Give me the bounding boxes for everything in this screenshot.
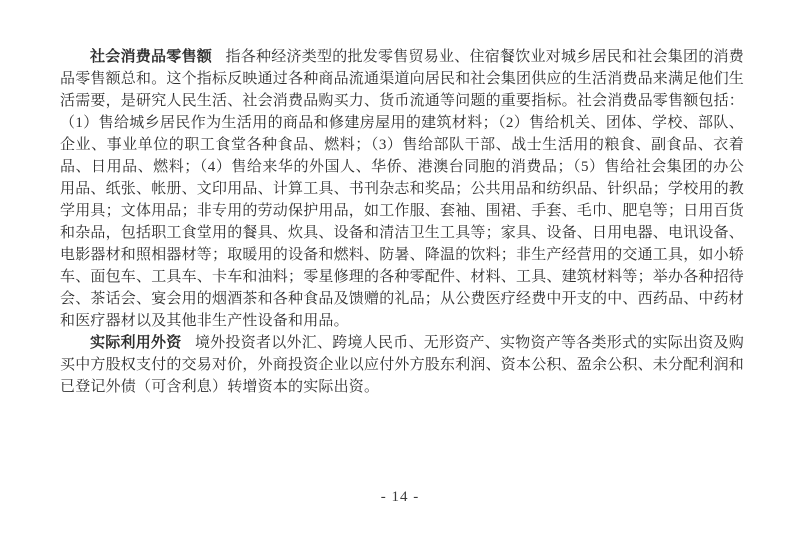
document-body (60, 46, 744, 398)
definition-text: 境外投资者以外汇、跨境人民币、无形资产、实物资产等各类形式的实际出资及购买中方股权支付的交易对价，外商投资企业以应付外方股东利润、资本公积、盈余公积、未分配利润和已登记外债（可含利息）转增资本的实际出资。 (60, 335, 745, 395)
definition-text: 指各种经济类型的批发零售贸易业、住宿餐饮业对城乡居民和社会集团的消费品零售额总和。这个指标反映通过各种商品流通渠道向居民和社会集团供应的生活消费品来满足他们生活需要，是研究人民生活、社会消费品购买力、货币流通等问题的重要指标。社会消费品零售额包括：（1）售给城乡居民作为生活用的商品和修建房屋用的建筑材料；（2）售给机关、团体、学校、部队、企业、事业单位的职工食堂各种食品、燃料；（3）售给部队干部、战士生活用的粮食、副食品、衣着品、日用品、燃料；（4）售给来华的外国人、华侨、港澳台同胞的消费品；（5）售给社会集团的办公用品、纸张、帐册、文印用品、计算工具、书刊杂志和奖品；公共用品和纺织品、针织品；学校用的教学用具；文体用品；非专用的劳动保护用品，如工作服、套袖、围裙、手套、毛巾、肥皂等；日用百货和杂品，包括职工食堂用的餐具、炊具、设备和清洁卫生工具等；家具、设备、日用电器、电讯设备、电影器材和照相器材等；取暖用的设备和燃料、防暑、降温的饮料；非生产经营用的交通工具，如小轿车、面包车、工具车、卡车和油料；零星修理的各种零配件、材料、工具、建筑材料等；举办各种招待会、茶话会、宴会用的烟酒茶和各种食品及馈赠的礼品；从公费医疗经费中开支的中、西药品、中药材和医疗器材以及其他非生产性设备和用品。 (60, 49, 745, 329)
definition-paragraph (60, 46, 744, 332)
page-number: - 14 - (380, 489, 420, 505)
definition-paragraph (60, 332, 744, 398)
term-label-foreign-investment: 实际利用外资 (90, 335, 182, 351)
term-label-retail-sales: 社会消费品零售额 (90, 49, 213, 65)
